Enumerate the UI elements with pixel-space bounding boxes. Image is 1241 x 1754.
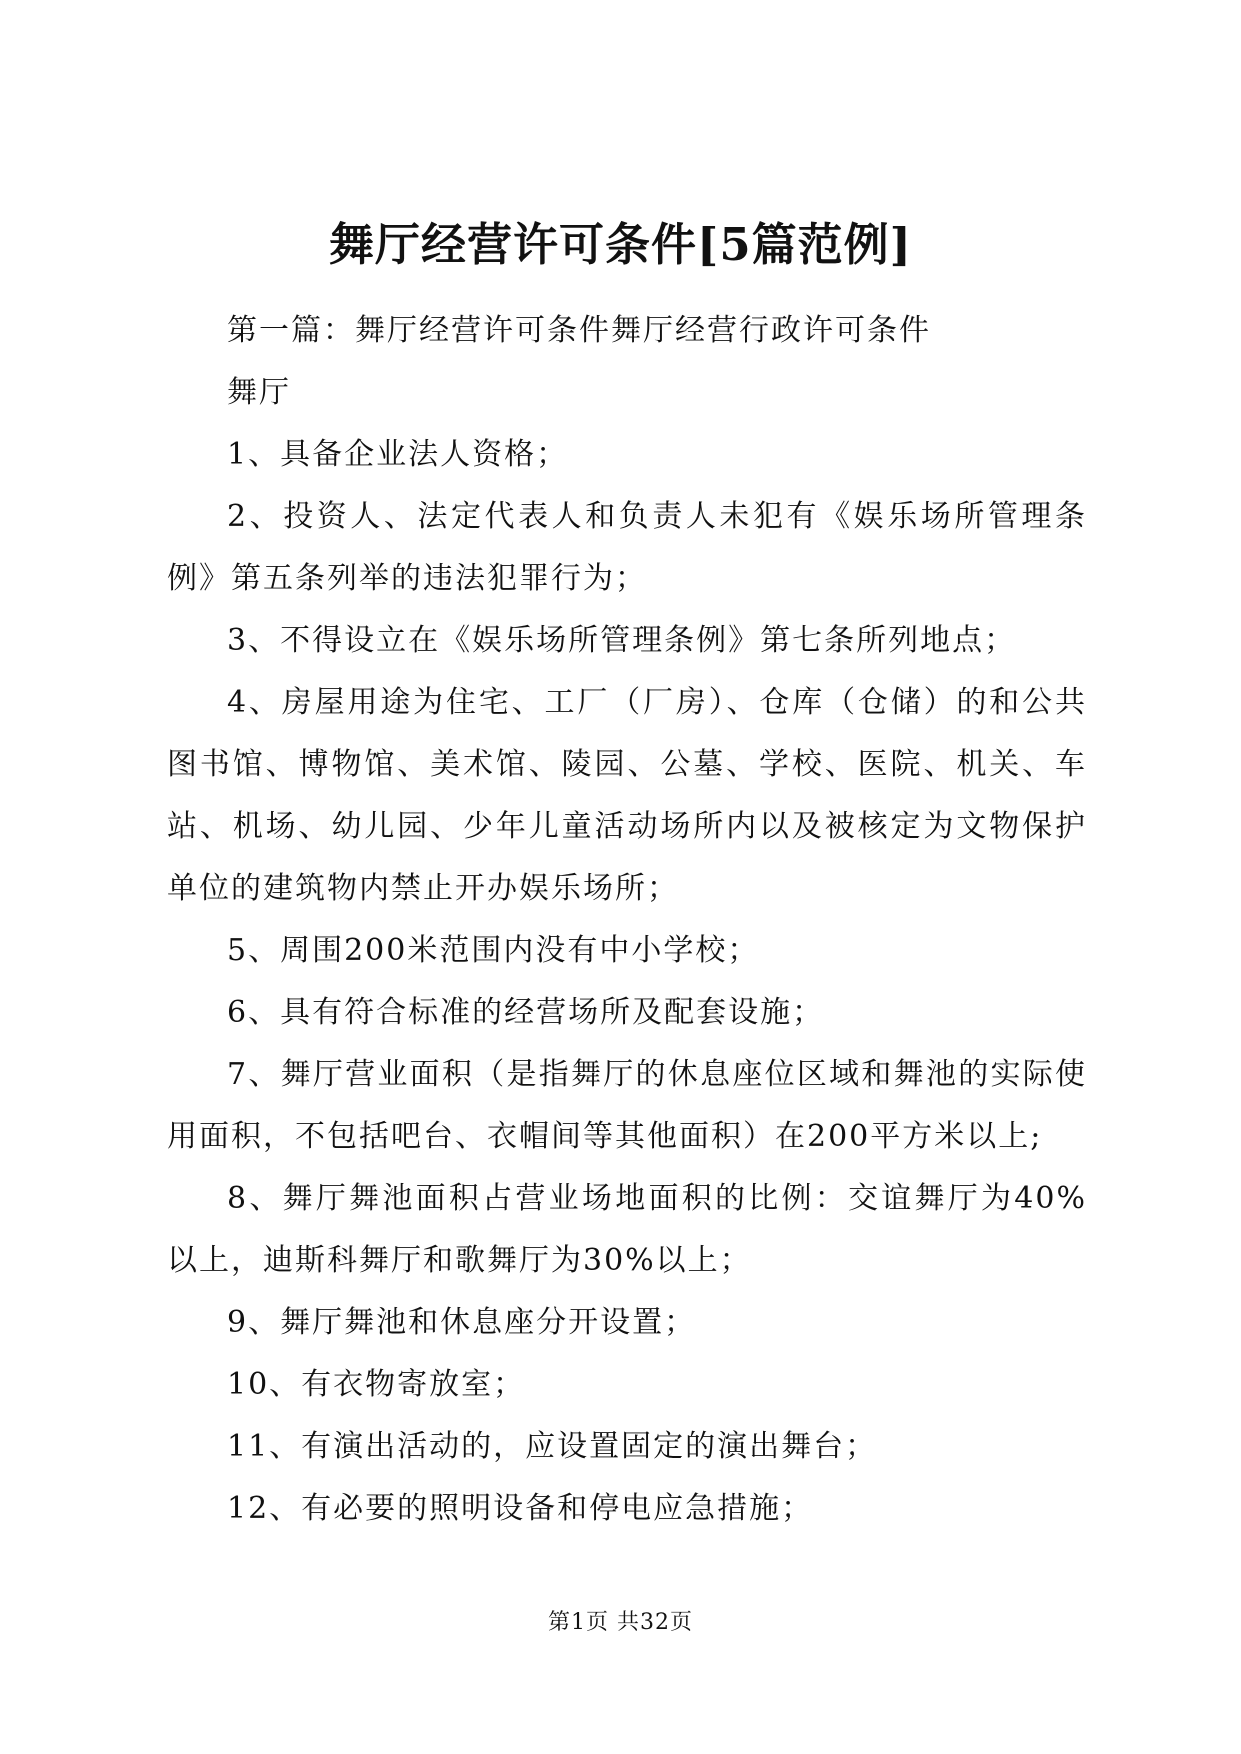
document-body — [167, 300, 1087, 1540]
paragraph: 第一篇：舞厅经营许可条件舞厅经营行政许可条件 — [227, 313, 931, 348]
paragraph: 12、有必要的照明设备和停电应急措施； — [227, 1491, 814, 1526]
paragraph: 3、不得设立在《娱乐场所管理条例》第七条所列地点； — [227, 623, 1017, 658]
paragraph: 10、有衣物寄放室； — [227, 1367, 526, 1402]
paragraph: 11、有演出活动的，应设置固定的演出舞台； — [227, 1429, 878, 1464]
paragraph: 1、具备企业法人资格； — [227, 437, 569, 472]
paragraph: 6、具有符合标准的经营场所及配套设施； — [227, 995, 825, 1030]
paragraph: 2、投资人、法定代表人和负责人未犯有《娱乐场所管理条例》第五条列举的违法犯罪行为； — [167, 499, 1087, 596]
paragraph: 8、舞厅舞池面积占营业场地面积的比例：交谊舞厅为40%以上，迪斯科舞厅和歌舞厅为30%以上； — [167, 1181, 1087, 1278]
paragraph: 舞厅 — [227, 375, 291, 410]
page-number-footer: 第1页 共32页 — [548, 1610, 693, 1635]
paragraph: 4、房屋用途为住宅、工厂（厂房）、仓库（仓储）的和公共图书馆、博物馆、美术馆、陵园、公墓、学校、医院、机关、车站、机场、幼儿园、少年儿童活动场所内以及被核定为文物保护单位的建筑物内禁止开办娱乐场所； — [167, 685, 1087, 906]
document-title: 舞厅经营许可条件[5篇范例] — [329, 218, 912, 271]
paragraph: 5、周围200米范围内没有中小学校； — [227, 933, 760, 968]
paragraph: 7、舞厅营业面积（是指舞厅的休息座位区域和舞池的实际使用面积，不包括吧台、衣帽间等其他面积）在200平方米以上; — [167, 1057, 1087, 1154]
paragraph: 9、舞厅舞池和休息座分开设置； — [227, 1305, 697, 1340]
